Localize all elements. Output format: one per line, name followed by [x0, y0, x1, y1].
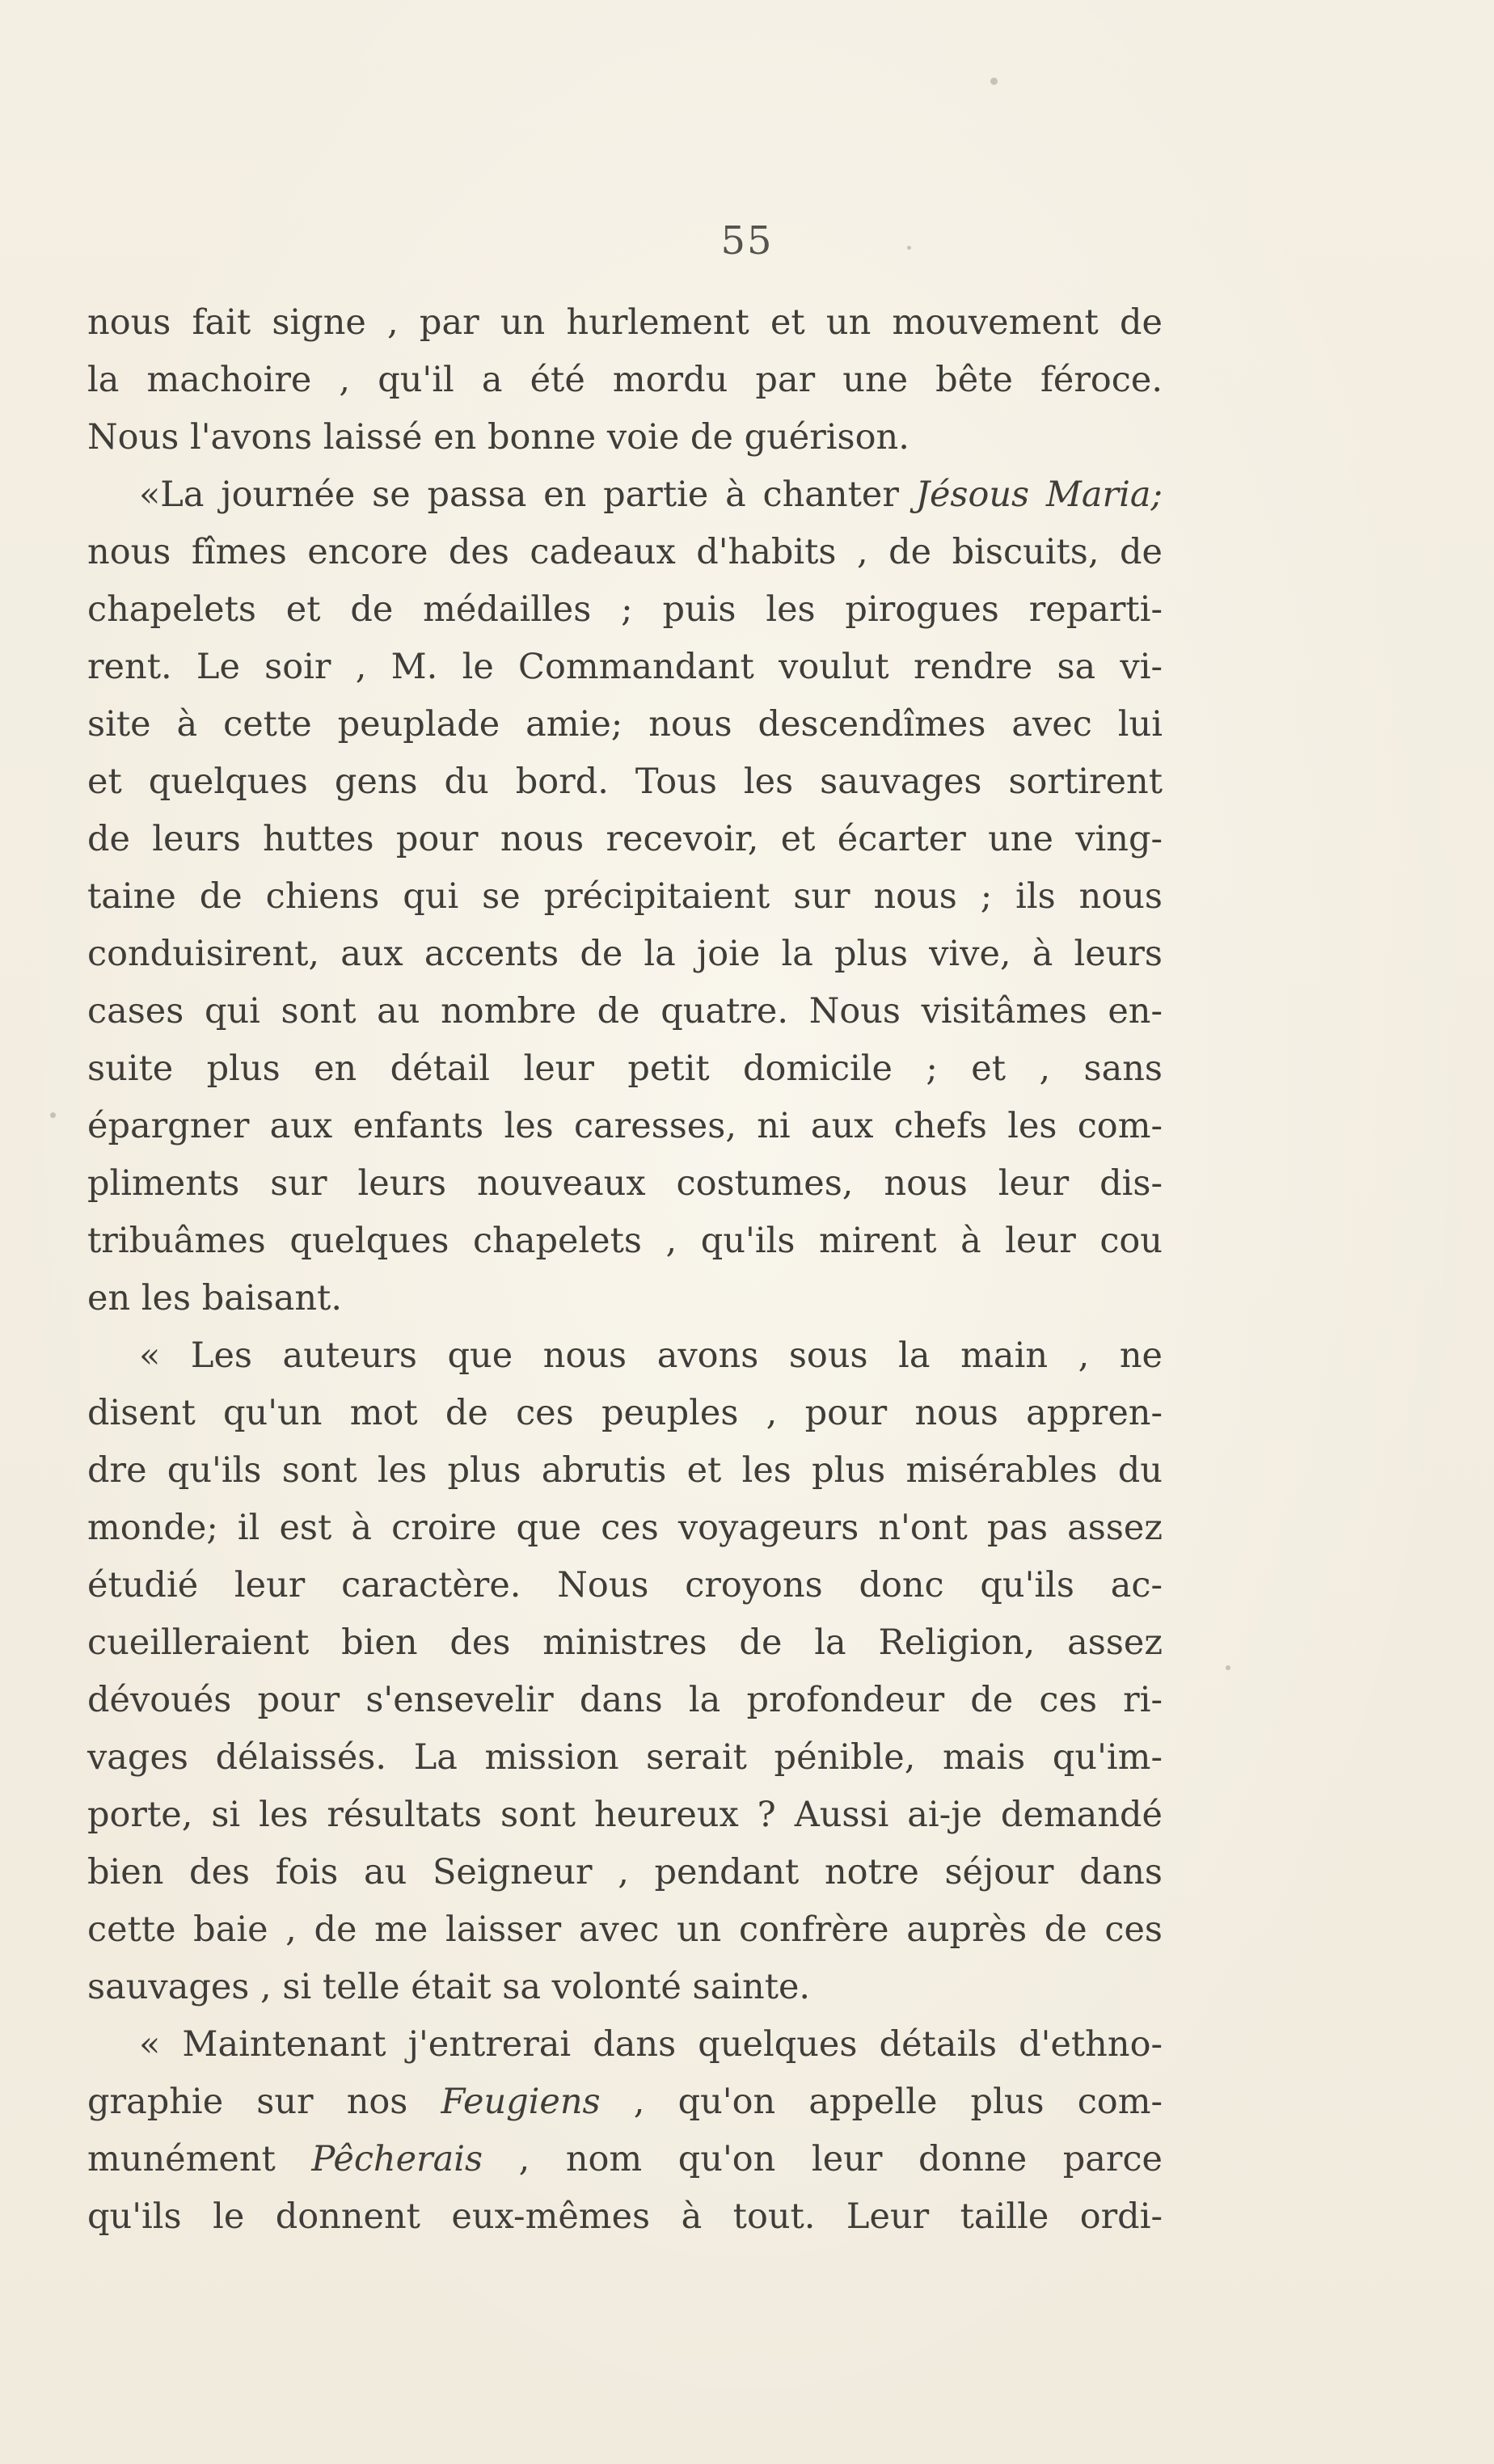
text-segment: rent. Le soir , M. le Commandant voulut rendre sa vi- [87, 647, 1163, 687]
text-segment: taine de chiens qui se précipitaient sur nous ; ils nous [87, 876, 1163, 917]
italic-term: Pêcherais [311, 2139, 483, 2179]
text-segment: « Les auteurs que nous avons sous la main , ne [139, 1335, 1163, 1376]
text-line [87, 1729, 1163, 1787]
text-segment: cette baie , de me laisser avec un confrère auprès de ces [87, 1909, 1163, 1950]
text-line [87, 2131, 1163, 2188]
text-segment: monde; il est à croire que ces voyageurs n'ont pas assez [87, 1508, 1163, 1548]
text-line [87, 2188, 1163, 2246]
paper-speck [990, 78, 998, 85]
text-line [87, 753, 1163, 811]
italic-term: Feugiens [441, 2082, 601, 2122]
paper-speck [907, 246, 911, 250]
text-segment: munément [87, 2139, 312, 2179]
text-line [87, 1270, 1163, 1327]
text-segment: , qu'on appelle plus com- [600, 2082, 1163, 2122]
text-line [87, 639, 1163, 696]
text-line [87, 1040, 1163, 1098]
text-line [87, 1155, 1163, 1213]
text-line [87, 466, 1163, 524]
text-line [87, 524, 1163, 581]
text-segment: Nous l'avons laissé en bonne voie de guérison. [87, 417, 909, 458]
text-line [87, 1787, 1163, 1844]
text-segment: cases qui sont au nombre de quatre. Nous visitâmes en- [87, 991, 1163, 1032]
text-line [87, 1442, 1163, 1500]
text-line [87, 1672, 1163, 1729]
text-line [87, 1098, 1163, 1155]
text-segment: nous fîmes encore des cadeaux d'habits , de biscuits, de [87, 532, 1163, 572]
text-line [87, 409, 1163, 466]
text-segment: la machoire , qu'il a été mordu par une bête féroce. [87, 360, 1163, 400]
text-segment: pliments sur leurs nouveaux costumes, nous leur dis- [87, 1163, 1163, 1204]
text-line [87, 352, 1163, 409]
text-segment: épargner aux enfants les caresses, ni aux chefs les com- [87, 1106, 1163, 1146]
page-number: 55 [720, 218, 774, 264]
text-segment: de leurs huttes pour nous recevoir, et écarter une ving- [87, 819, 1163, 859]
text-line [87, 1327, 1163, 1385]
text-line [87, 868, 1163, 926]
text-segment: nous fait signe , par un hurlement et un mouvement de [87, 302, 1163, 343]
text-line [87, 1385, 1163, 1442]
text-segment: tribuâmes quelques chapelets , qu'ils mirent à leur cou [87, 1221, 1163, 1261]
text-segment: dre qu'ils sont les plus abrutis et les plus misérables du [87, 1450, 1163, 1491]
text-segment: suite plus en détail leur petit domicile ; et , sans [87, 1048, 1163, 1089]
text-segment: chapelets et de médailles ; puis les pirogues reparti- [87, 589, 1163, 630]
text-line [87, 581, 1163, 639]
text-line [87, 1959, 1163, 2016]
text-line [87, 2016, 1163, 2074]
text-segment: porte, si les résultats sont heureux ? Aussi ai-je demandé [87, 1795, 1163, 1835]
text-line [87, 1557, 1163, 1614]
text-segment: étudié leur caractère. Nous croyons donc qu'ils ac- [87, 1565, 1163, 1605]
text-segment: disent qu'un mot de ces peuples , pour nous appren- [87, 1393, 1163, 1433]
text-segment: conduisirent, aux accents de la joie la plus vive, à leurs [87, 934, 1163, 974]
text-line [87, 294, 1163, 352]
text-segment: «La journée se passa en partie à chanter [139, 475, 916, 515]
text-segment: cueilleraient bien des ministres de la Religion, assez [87, 1622, 1163, 1663]
text-line [87, 1614, 1163, 1672]
text-line [87, 811, 1163, 868]
body-text [87, 294, 1163, 2246]
text-segment: vages délaissés. La mission serait pénible, mais qu'im- [87, 1737, 1163, 1778]
text-line [87, 983, 1163, 1040]
text-line [87, 1213, 1163, 1270]
text-line [87, 696, 1163, 753]
text-segment: dévoués pour s'ensevelir dans la profondeur de ces ri- [87, 1680, 1163, 1720]
text-segment: sauvages , si telle était sa volonté sainte. [87, 1967, 811, 2007]
text-segment: qu'ils le donnent eux-mêmes à tout. Leur taille ordi- [87, 2196, 1163, 2237]
text-line [87, 926, 1163, 983]
text-segment: site à cette peuplade amie; nous descendîmes avec lui [87, 704, 1163, 745]
text-line [87, 2074, 1163, 2131]
text-segment: bien des fois au Seigneur , pendant notre séjour dans [87, 1852, 1163, 1892]
italic-term: Jésous Maria; [915, 475, 1163, 515]
text-segment: « Maintenant j'entrerai dans quelques détails d'ethno- [139, 2024, 1163, 2065]
text-line [87, 1500, 1163, 1557]
text-segment: graphie sur nos [87, 2082, 441, 2122]
text-segment: en les baisant. [87, 1278, 343, 1318]
paper-speck [1226, 1665, 1230, 1670]
text-line [87, 1901, 1163, 1959]
text-segment: , nom qu'on leur donne parce [483, 2139, 1163, 2179]
text-segment: et quelques gens du bord. Tous les sauvages sortirent [87, 762, 1163, 802]
text-line [87, 1844, 1163, 1901]
paper-speck [50, 1112, 56, 1118]
